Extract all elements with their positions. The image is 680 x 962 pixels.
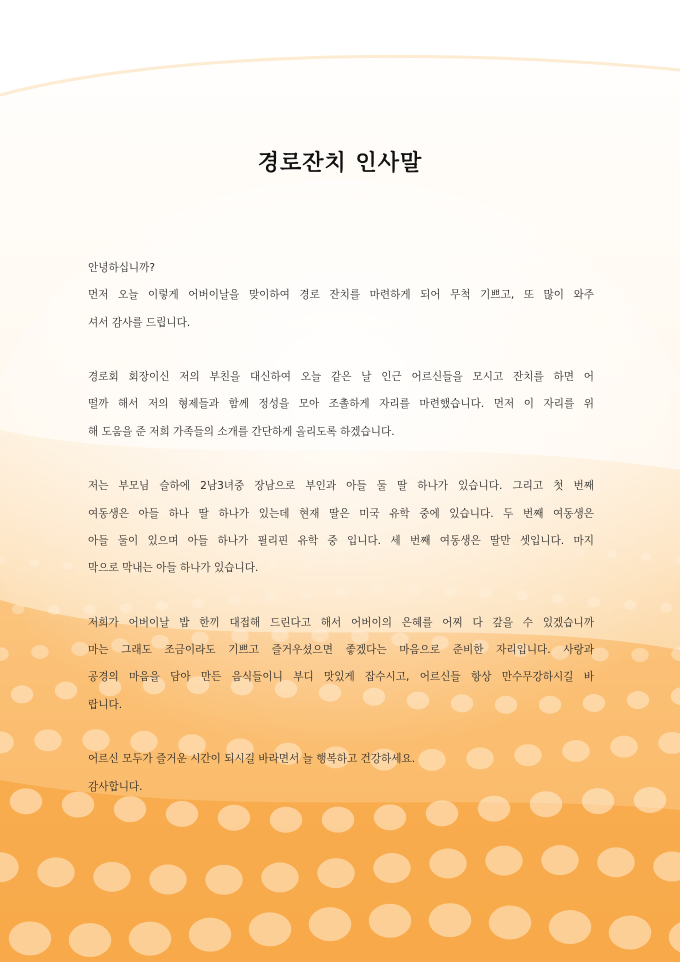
- halftone-dot: [55, 681, 78, 699]
- paragraph: [88, 255, 594, 282]
- halftone-dot: [641, 553, 651, 561]
- paragraph-spacer: [88, 337, 594, 364]
- halftone-dot: [218, 805, 251, 831]
- paragraph: [88, 473, 594, 582]
- text-line: 어르신 모두가 즐거운 시간이 되시길 바라면서 늘 행복하고 건강하세요.: [88, 753, 416, 766]
- halftone-dot: [261, 862, 299, 892]
- paragraph-spacer: [88, 583, 594, 610]
- text-line: 막으로 막내는 아들 하나가 있습니다.: [88, 562, 259, 575]
- halftone-dot: [429, 848, 467, 878]
- halftone-dot: [607, 550, 617, 558]
- text-line: 안녕하십니까?: [88, 262, 156, 274]
- letter-body: [88, 255, 594, 801]
- text-line: 아들 둘이 있으며 아들 하나가 필리핀 유학 중 입니다. 세 번째 여동생은 딸만 셋입니다. 마지: [88, 534, 594, 547]
- halftone-dot: [63, 562, 73, 570]
- text-line: 먼저 오늘 이렇게 어버이날을 맞이하여 경로 잔치를 마련하게 되어 무척 기쁘고, 또 많이 와주: [88, 289, 594, 302]
- halftone-dot: [69, 923, 112, 957]
- halftone-dot: [166, 801, 199, 827]
- paragraph: [88, 282, 594, 337]
- halftone-dot: [29, 559, 39, 567]
- halftone-dot: [10, 788, 43, 814]
- text-line: 해 도움을 준 저희 가족들의 소개를 간단하게 올리도록 하겠습니다.: [88, 425, 395, 438]
- text-line: 랍니다.: [88, 698, 123, 711]
- page-title: 경로잔치 인사말: [257, 151, 423, 176]
- halftone-dot: [426, 800, 459, 826]
- text-line: 떨까 해서 저의 형제들과 함께 정성을 모아 조촐하게 자리를 마련했습니다. 먼저 이 자리를 위: [88, 398, 594, 411]
- paragraph-spacer: [88, 446, 594, 473]
- paragraph: [88, 746, 594, 801]
- text-line: 저희가 어버이날 밥 한끼 대접해 드린다고 해서 어버이의 은혜를 어찌 다 갚을 수 있겠습니까: [88, 616, 594, 629]
- text-line: 저는 부모님 슬하에 2남3녀중 장남으로 부인과 아들 둘 딸 하나가 있습니다. 그리고 첫 번째: [88, 480, 594, 493]
- paragraph-spacer: [88, 719, 594, 746]
- halftone-dot: [429, 903, 472, 937]
- halftone-dot: [610, 736, 638, 758]
- text-line: 여동생은 아들 하나 딸 하나가 있는데 현재 딸은 미국 유학 중에 있습니다. 두 번째 여동생은: [88, 507, 594, 520]
- text-line: 셔서 감사를 드립니다.: [88, 316, 191, 329]
- halftone-dot: [317, 858, 355, 888]
- halftone-dot: [549, 910, 592, 944]
- halftone-dot: [11, 685, 34, 703]
- halftone-dot: [48, 605, 61, 615]
- halftone-dot: [627, 691, 650, 709]
- halftone-dot: [609, 916, 652, 950]
- halftone-dot: [309, 907, 352, 941]
- halftone-dot: [369, 904, 412, 938]
- paragraph: [88, 610, 594, 719]
- halftone-dot: [489, 905, 532, 939]
- halftone-dot: [93, 862, 131, 892]
- text-line: 마는 그래도 조금이라도 기쁘고 즐거우셨으면 좋겠다는 마음으로 준비한 자리입니다. 사랑과: [88, 644, 594, 657]
- text-line: 공경의 마음을 담아 만든 음식들이니 부디 맛있게 잡수시고, 어르신들 항상 만수무강하시길 바: [88, 671, 594, 684]
- halftone-dot: [597, 847, 635, 877]
- halftone-dot: [660, 603, 673, 613]
- halftone-dot: [322, 807, 355, 833]
- halftone-dot: [34, 729, 62, 751]
- halftone-dot: [634, 787, 667, 813]
- halftone-dot: [149, 865, 187, 895]
- halftone-dot: [624, 600, 637, 610]
- halftone-dot: [249, 912, 292, 946]
- halftone-dot: [71, 642, 89, 656]
- halftone-dot: [541, 845, 579, 875]
- halftone-dot: [9, 921, 52, 955]
- text-line: 경로회 회장이신 저의 부친을 대신하여 오늘 같은 날 인근 어르신들을 모시고 잔치를 하면 어: [88, 371, 594, 384]
- halftone-dot: [270, 807, 303, 833]
- halftone-dot: [189, 918, 232, 952]
- halftone-dot: [485, 846, 523, 876]
- halftone-dot: [37, 857, 75, 887]
- halftone-dot: [31, 645, 49, 659]
- halftone-dot: [631, 648, 649, 662]
- halftone-dot: [205, 865, 243, 895]
- halftone-dot: [12, 604, 25, 614]
- halftone-dot: [129, 922, 172, 956]
- halftone-dot: [374, 804, 407, 830]
- text-line: 감사합니다.: [88, 780, 143, 793]
- paragraph: [88, 364, 594, 446]
- halftone-dot: [373, 853, 411, 883]
